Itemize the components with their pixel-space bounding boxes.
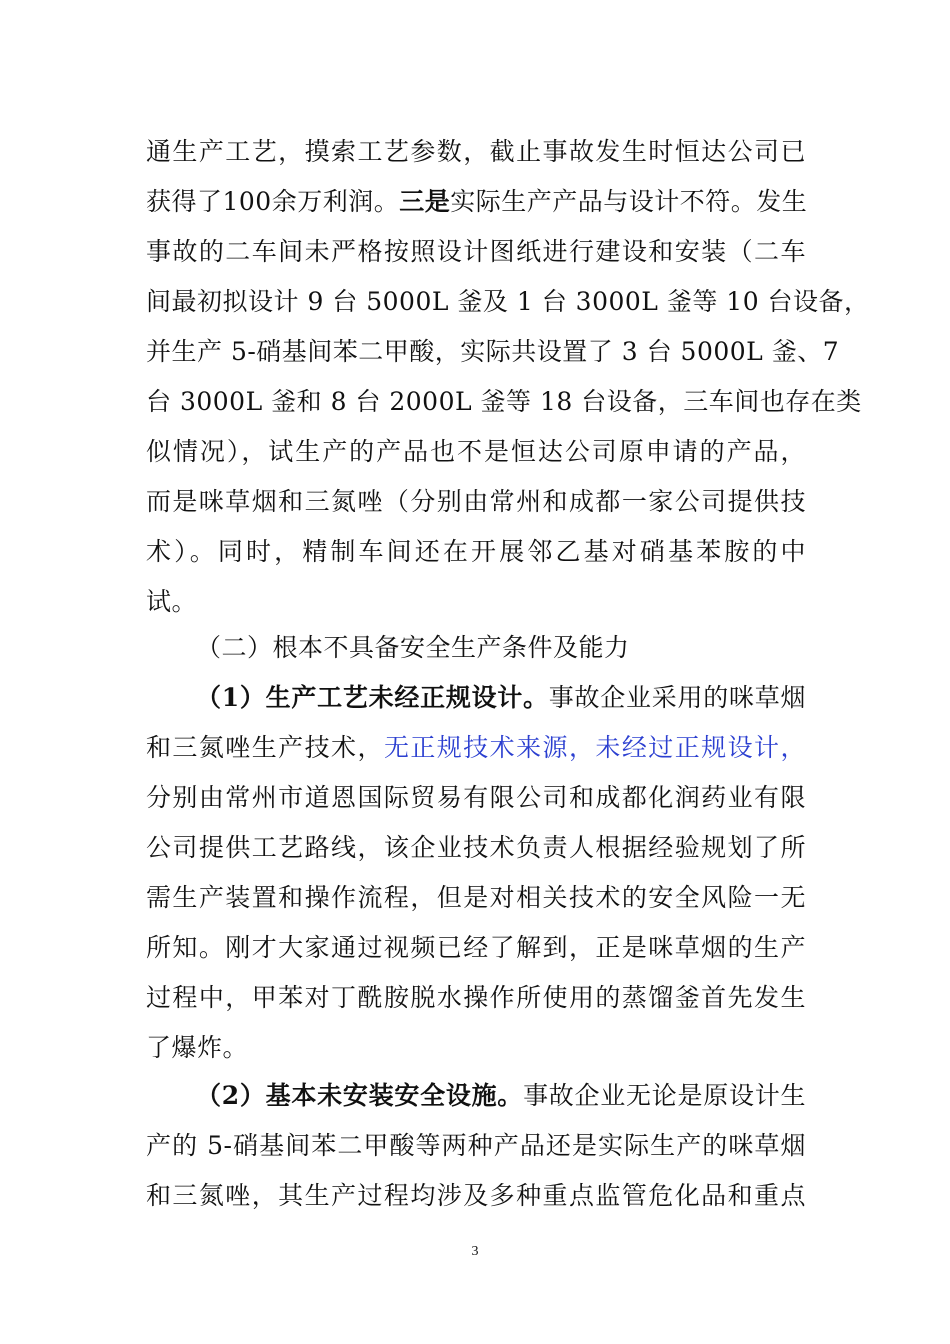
page-number: 3 bbox=[471, 1244, 479, 1259]
text-line: 术）。同时，精制车间还在开展邻乙基对硝基苯胺的中 bbox=[146, 537, 806, 566]
text-line: 间最初拟设计 9 台 5000L 釜及 1 台 3000L 釜等 10 台设备， bbox=[146, 287, 870, 316]
text-line: 了爆炸。 bbox=[146, 1033, 249, 1062]
text-line: 过程中，甲苯对丁酰胺脱水操作所使用的蒸馏釜首先发生 bbox=[146, 983, 806, 1012]
text-line bbox=[146, 176, 806, 228]
text-span: 事故企业无论是原设计生 bbox=[523, 1081, 806, 1110]
text-line: 公司提供工艺路线，该企业技术负责人根据经验规划了所 bbox=[146, 833, 806, 862]
text-line: 似情况），试生产的产品也不是恒达公司原申请的产品， bbox=[146, 437, 806, 466]
bold-lead: 三是 bbox=[399, 187, 451, 216]
text-line: 并生产 5-硝基间苯二甲酸，实际共设置了 3 台 5000L 釜、7 bbox=[146, 337, 840, 366]
text-line: 通生产工艺，摸索工艺参数，截止事故发生时恒达公司已 bbox=[146, 137, 806, 166]
bold-lead: （1）生产工艺未经正规设计。 bbox=[196, 683, 549, 712]
text-line: 产的 5-硝基间苯二甲酸等两种产品还是实际生产的咪草烟 bbox=[146, 1131, 806, 1160]
text-span: 实际生产产品与设计不符。发生 bbox=[450, 187, 808, 216]
text-line: 分别由常州市道恩国际贸易有限公司和成都化润药业有限 bbox=[146, 783, 806, 812]
text-line bbox=[146, 722, 806, 774]
text-line bbox=[196, 672, 806, 724]
text-line: 需生产装置和操作流程，但是对相关技术的安全风险一无 bbox=[146, 883, 806, 912]
section-heading: （二）根本不具备安全生产条件及能力 bbox=[196, 633, 630, 662]
text-line: 台 3000L 釜和 8 台 2000L 釜等 18 台设备，三车间也存在类 bbox=[146, 387, 862, 416]
text-line: 事故的二车间未严格按照设计图纸进行建设和安装（二车 bbox=[146, 237, 806, 266]
text-span: 事故企业采用的咪草烟 bbox=[548, 683, 806, 712]
highlighted-text: 无正规技术来源，未经过正规设计， bbox=[383, 733, 806, 762]
text-span: 获得了100余万利润。 bbox=[146, 187, 400, 216]
text-span: 和三氮唑生产技术， bbox=[146, 733, 384, 762]
text-line: 而是咪草烟和三氮唑（分别由常州和成都一家公司提供技 bbox=[146, 487, 806, 516]
text-line: 所知。刚才大家通过视频已经了解到，正是咪草烟的生产 bbox=[146, 933, 806, 962]
text-line: 试。 bbox=[146, 587, 198, 616]
bold-lead: （2）基本未安装安全设施。 bbox=[196, 1081, 524, 1110]
text-line bbox=[196, 1070, 806, 1122]
text-line: 和三氮唑，其生产过程均涉及多种重点监管危化品和重点 bbox=[146, 1181, 806, 1210]
